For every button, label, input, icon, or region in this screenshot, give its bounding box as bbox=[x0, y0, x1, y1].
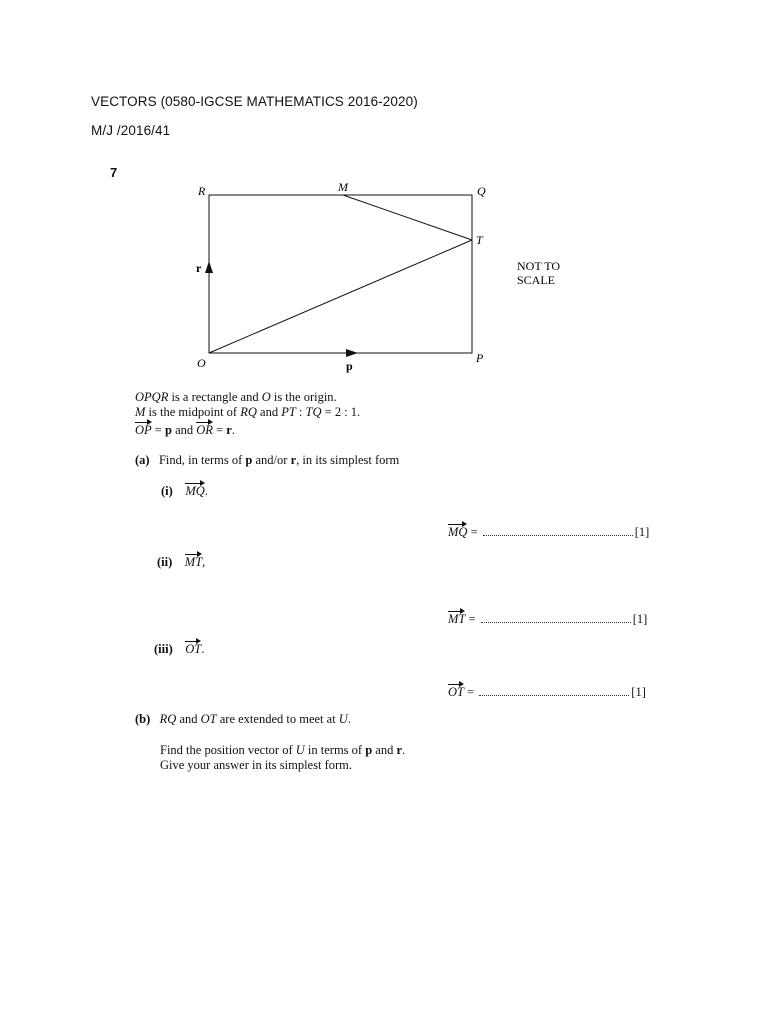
marks-ii: [1] bbox=[632, 612, 648, 626]
stem-line-1 bbox=[135, 390, 337, 405]
question-number: 7 bbox=[110, 165, 118, 180]
stem-text: is a rectangle and bbox=[168, 390, 262, 404]
part-b-rq: RQ bbox=[159, 712, 177, 726]
label-o: O bbox=[197, 356, 206, 370]
stem-line-3 bbox=[135, 420, 235, 438]
stem-m: M bbox=[135, 405, 146, 419]
subpart-ii bbox=[157, 552, 205, 570]
answer-field-iii[interactable] bbox=[479, 685, 629, 696]
answer-vector-ot: OT bbox=[448, 682, 464, 700]
part-b-text: and bbox=[372, 743, 397, 757]
subpart-i bbox=[161, 481, 208, 499]
subpart-ii-label: (ii) bbox=[157, 555, 173, 569]
marks-i: [1] bbox=[634, 525, 650, 539]
stem-text: = bbox=[212, 423, 227, 437]
label-vector-p: p bbox=[346, 359, 353, 373]
part-b-line-3: Give your answer in its simplest form. bbox=[160, 758, 352, 772]
part-b-text: and bbox=[176, 712, 201, 726]
subpart-iii bbox=[154, 639, 204, 657]
stem-text: = 2 : 1. bbox=[321, 405, 361, 419]
part-a-text: and/or bbox=[252, 453, 291, 467]
rectangle-opqr bbox=[209, 195, 472, 353]
answer-field-i[interactable] bbox=[483, 525, 633, 536]
answer-line-iii bbox=[448, 682, 646, 700]
subpart-iii-label: (iii) bbox=[154, 642, 173, 656]
stem-rect-name: OPQR bbox=[135, 390, 169, 404]
part-a-p: p bbox=[245, 453, 253, 467]
label-p-vertex: P bbox=[476, 351, 484, 365]
part-a-label: (a) bbox=[135, 453, 150, 467]
arrow-p-icon bbox=[346, 349, 358, 357]
stem-text: and bbox=[256, 405, 282, 419]
rectangle-diagram bbox=[0, 0, 768, 400]
part-a-text: , in its simplest form bbox=[296, 453, 400, 467]
stem-r: r bbox=[226, 423, 232, 437]
part-a-text: Find, in terms of bbox=[158, 453, 246, 467]
vector-op: OP bbox=[135, 420, 152, 438]
not-to-scale-line1: NOT TO bbox=[517, 259, 561, 273]
vector-mq: MQ bbox=[185, 481, 204, 499]
label-vector-r: r bbox=[196, 261, 202, 275]
marks-iii: [1] bbox=[631, 685, 646, 699]
part-b-line-2 bbox=[160, 743, 405, 758]
stem-tq: TQ bbox=[305, 405, 322, 419]
vector-mt: MT bbox=[185, 552, 202, 570]
answer-equals: = bbox=[465, 612, 479, 626]
answer-equals: = bbox=[463, 685, 478, 699]
label-t: T bbox=[476, 233, 483, 247]
label-m: M bbox=[338, 180, 348, 194]
label-q: Q bbox=[477, 184, 486, 198]
stem-text: is the origin. bbox=[270, 390, 337, 404]
part-b-text: Find the position vector of bbox=[160, 743, 296, 757]
stem-text: and bbox=[171, 423, 197, 437]
part-b-u: U bbox=[338, 712, 348, 726]
line-ot bbox=[209, 240, 472, 353]
stem-origin: O bbox=[261, 390, 271, 404]
subpart-punct: . bbox=[204, 484, 208, 498]
subpart-punct: , bbox=[202, 555, 206, 569]
label-r-vertex: R bbox=[198, 184, 206, 198]
part-a-prompt bbox=[135, 453, 399, 468]
subpart-punct: . bbox=[201, 642, 205, 656]
part-b-ot: OT bbox=[200, 712, 217, 726]
paper-code: M/J /2016/41 bbox=[91, 123, 171, 138]
stem-text: is the midpoint of bbox=[145, 405, 241, 419]
vector-or: OR bbox=[196, 420, 213, 438]
subpart-i-label: (i) bbox=[161, 484, 173, 498]
stem-p: p bbox=[164, 423, 172, 437]
answer-line-i bbox=[448, 522, 649, 540]
answer-field-ii[interactable] bbox=[481, 612, 631, 623]
answer-equals: = bbox=[467, 525, 481, 539]
line-mt bbox=[343, 195, 472, 240]
part-b-text: in terms of bbox=[304, 743, 366, 757]
stem-text: = bbox=[151, 423, 165, 437]
part-a-r: r bbox=[290, 453, 297, 467]
part-b-text: are extended to meet at bbox=[216, 712, 339, 726]
answer-vector-mt: MT bbox=[448, 609, 465, 627]
stem-pt: PT bbox=[281, 405, 296, 419]
part-b-r: r bbox=[396, 743, 403, 757]
stem-line-2 bbox=[135, 405, 360, 420]
vector-ot: OT bbox=[185, 639, 201, 657]
part-b-u: U bbox=[295, 743, 305, 757]
not-to-scale-line2: SCALE bbox=[517, 273, 556, 287]
answer-vector-mq: MQ bbox=[448, 522, 467, 540]
stem-text: : bbox=[295, 405, 306, 419]
arrow-r-icon bbox=[205, 261, 213, 273]
stem-rq: RQ bbox=[240, 405, 257, 419]
stem-text: . bbox=[231, 423, 235, 437]
part-b-text: . bbox=[402, 743, 406, 757]
answer-line-ii bbox=[448, 609, 647, 627]
part-b-p: p bbox=[365, 743, 373, 757]
document-title: VECTORS (0580-IGCSE MATHEMATICS 2016-2020) bbox=[91, 94, 418, 109]
part-b-text: . bbox=[347, 712, 351, 726]
part-b-label: (b) bbox=[135, 712, 151, 726]
part-b-line-1 bbox=[135, 712, 351, 727]
